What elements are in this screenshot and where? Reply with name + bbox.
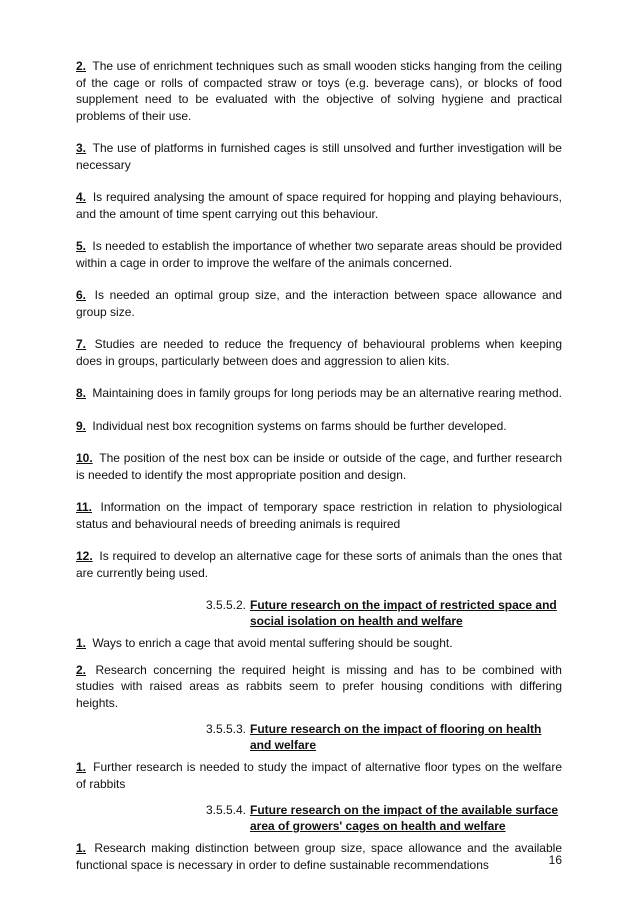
section-number: 3.5.5.2. <box>205 598 246 612</box>
item-number: 1. <box>76 760 87 774</box>
item-number: 2. <box>76 59 87 73</box>
paragraph <box>76 662 562 712</box>
item-number: 5. <box>76 239 87 253</box>
section-heading <box>76 597 562 629</box>
paragraph <box>76 140 562 173</box>
paragraph-text: Studies are needed to reduce the frequency of behavioural problems when keeping does in groups, particularly between does and aggression to alien kits. <box>76 337 563 368</box>
item-number: 7. <box>76 337 87 351</box>
paragraph-text: The position of the nest box can be inside or outside of the cage, and further research is needed to identify the most appropriate position and design. <box>76 451 562 482</box>
paragraph <box>76 450 562 483</box>
paragraph-text: Is needed to establish the importance of whether two separate areas should be provided within a cage in order to improve the welfare of the animals concerned. <box>76 239 562 270</box>
paragraph <box>76 635 562 652</box>
paragraph-text: Further research is needed to study the impact of alternative floor types on the welfare of rabbits <box>76 760 562 791</box>
item-number: 8. <box>76 386 87 400</box>
paragraph-text: Maintaining does in family groups for long periods may be an alternative rearing method. <box>92 386 562 400</box>
paragraph-text: Information on the impact of temporary space restriction in relation to physiological status and behavioural needs of breeding animals is required <box>76 500 562 531</box>
paragraph <box>76 499 562 532</box>
section-block <box>76 721 562 792</box>
item-number: 11. <box>76 500 93 514</box>
page-number: 16 <box>548 853 562 867</box>
paragraph-text: The use of enrichment techniques such as small wooden sticks hanging from the ceiling of the cage or rolls of compacted straw or toys (e.g. beverage cans), or blocks of food supplement need to be evaluated with the objective of solving hygiene and practical problems of their use. <box>76 59 562 123</box>
paragraph <box>76 759 562 792</box>
paragraph <box>76 238 562 271</box>
item-number: 4. <box>76 190 87 204</box>
paragraph-text: Is required to develop an alternative cage for these sorts of animals than the ones that are currently being used. <box>76 549 562 580</box>
section-title: Future research on the impact of restricted space and social isolation on health and welfare <box>250 598 557 628</box>
paragraph <box>76 385 562 402</box>
item-number: 1. <box>76 636 87 650</box>
paragraph-text: Is needed an optimal group size, and the interaction between space allowance and group size. <box>76 288 562 319</box>
paragraph <box>76 418 562 435</box>
paragraph-text: Ways to enrich a cage that avoid mental suffering should be sought. <box>92 636 453 650</box>
section-block <box>76 802 562 873</box>
item-number: 3. <box>76 141 87 155</box>
paragraph-text: Individual nest box recognition systems on farms should be further developed. <box>92 418 507 433</box>
item-number: 10. <box>76 451 93 465</box>
paragraph-text: Research making distinction between group size, space allowance and the available functional space is necessary in order to define sustainable recommendations <box>76 841 562 872</box>
paragraph-text: Is required analysing the amount of space required for hopping and playing behaviours, and the amount of time spent carrying out this behaviour. <box>76 190 562 221</box>
item-number: 12. <box>76 549 93 563</box>
item-number: 1. <box>76 841 87 855</box>
section-block <box>76 597 562 711</box>
section-number: 3.5.5.4. <box>205 803 246 817</box>
section-title: Future research on the impact of flooring on health and welfare <box>250 722 542 752</box>
section-heading <box>76 721 562 753</box>
paragraph <box>76 336 562 369</box>
section-heading <box>76 802 562 834</box>
paragraph <box>76 840 562 873</box>
paragraph-text: Research concerning the required height is missing and has to be combined with studies with raised areas as rabbits seem to prefer housing conditions with differing heights. <box>76 662 562 710</box>
paragraph-text: The use of platforms in furnished cages is still unsolved and further investigation will be necessary <box>76 141 562 172</box>
item-number: 2. <box>76 662 87 677</box>
paragraph <box>76 58 562 124</box>
paragraph <box>76 189 562 222</box>
page-content <box>76 58 562 883</box>
section-number: 3.5.5.3. <box>205 722 246 736</box>
item-number: 6. <box>76 288 87 302</box>
section-title: Future research on the impact of the available surface area of growers' cages on health and welfare <box>250 803 559 833</box>
paragraph <box>76 287 562 320</box>
paragraph <box>76 548 562 581</box>
item-number: 9. <box>76 418 87 433</box>
